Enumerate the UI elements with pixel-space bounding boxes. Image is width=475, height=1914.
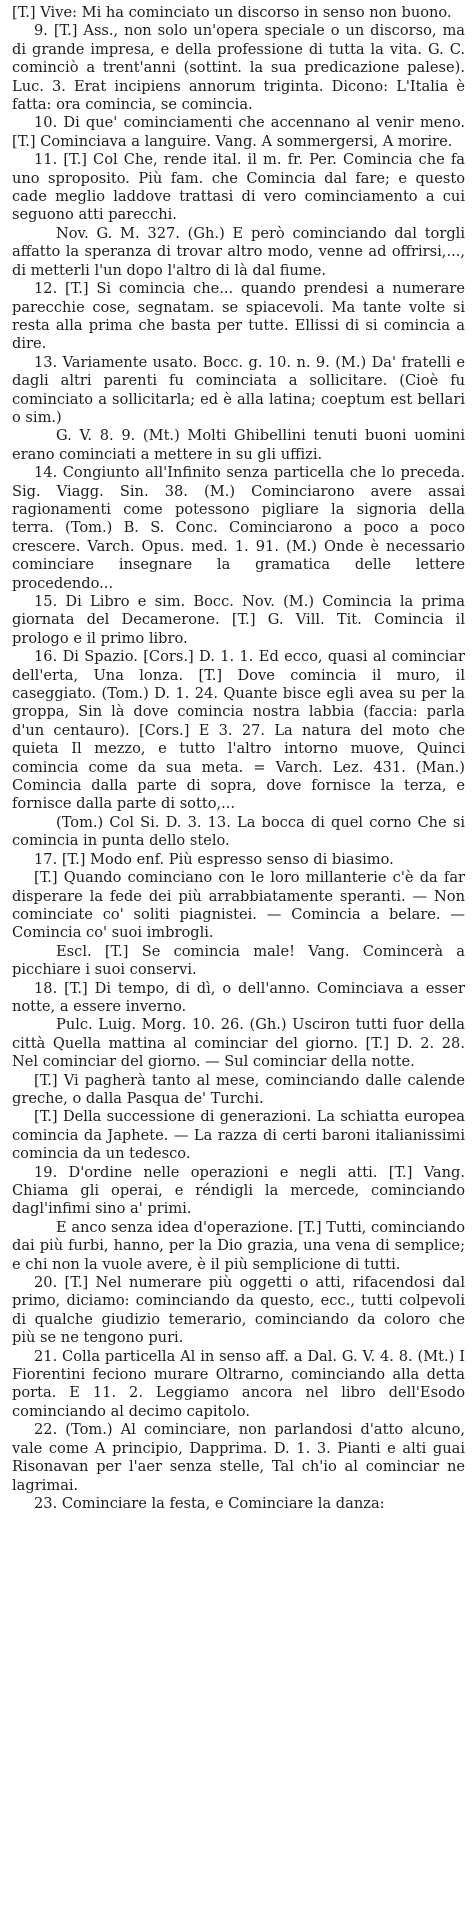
entry-sense-18: 18. [T.] Di tempo, di dì, o dell'anno. Cominciava a esser notte, a essere inverno.: [12, 979, 465, 1015]
entry-example: [T.] Vi pagherà tanto al mese, cominciando dalle calende greche, o dalla Pasqua de' Turchi.: [12, 1071, 465, 1107]
entry-sense-22: 22. (Tom.) Al cominciare, non parlandosi d'atto alcuno, vale come A principio, Dapprima. D. 1. 3. Pianti e alti guai Risonavan per l'aer senza stelle, Tal ch'io al cominciar ne lagrimai.: [12, 1421, 465, 1494]
entry-example: [T.] Della successione di generazioni. La schiatta europea comincia da Japhete. — La razza di certi baroni italianissimi comincia da un tedesco.: [12, 1108, 465, 1163]
entry-citation: G. V. 8. 9. (Mt.) Molti Ghibellini tenuti buoni uomini erano cominciati a mettere in su gli uffizi.: [12, 427, 465, 463]
entry-sense-13: 13. Variamente usato. Bocc. g. 10. n. 9. (M.) Da' fratelli e dagli altri parenti fu cominciata a sollicitare. (Cioè fu cominciato a sollicitarla; ed è alla latina; coeptum est bellari o sim.): [12, 353, 465, 426]
entry-paragraph-intro: [T.] Vive: Mi ha cominciato un discorso in senso non buono.: [12, 4, 452, 21]
entry-sense-11: 11. [T.] Col Che, rende ital. il m. fr. Per. Comincia che fa uno sproposito. Più fam. che Comincia dal fare; e questo cade meglio laddove trattasi di vero cominciamento a cui seguono atti parecchi.: [12, 151, 465, 224]
entry-sense-19: 19. D'ordine nelle operazioni e negli atti. [T.] Vang. Chiama gli operai, e réndigli la mercede, cominciando dagl'infimi sino a' primi.: [12, 1163, 465, 1218]
entry-citation: Nov. G. M. 327. (Gh.) E però cominciando dal torgli affatto la speranza di trovar altro modo, venne ad offrirsi,..., di metterli l'un dopo l'altro di là dal fiume.: [12, 224, 465, 279]
entry-sense-20: 20. [T.] Nel numerare più oggetti o atti, rifacendosi dal primo, diciamo: cominciando da questo, ecc., tutti colpevoli di qualche giudizio temerario, cominciando da coloro che più se ne tengono puri.: [12, 1274, 465, 1347]
entry-citation: Pulc. Luig. Morg. 10. 26. (Gh.) Usciron tutti fuor della città Quella mattina al cominciar del giorno. [T.] D. 2. 28. Nel cominciar del giorno. — Sul cominciar della notte.: [12, 1016, 465, 1071]
entry-sense-14: 14. Congiunto all'Infinito senza particella che lo preceda. Sig. Viagg. Sin. 38. (M.) Cominciarono avere assai ragionamenti come potessono pigliare la signoria della terra. (Tom.) B. S. Conc. Cominciarono a poco a poco crescere. Varch. Opus. med. 1. 91. (M.) Onde è necessario cominciare insegnare la gramatica delle lettere procedendo...: [12, 464, 465, 592]
entry-citation: E anco senza idea d'operazione. [T.] Tutti, cominciando dai più furbi, hanno, per la Dio grazia, una vena di semplice; e chi non la vuole avere, è il più semplicione di tutti.: [12, 1218, 465, 1273]
entry-sense-12: 12. [T.] Si comincia che... quando prendesi a numerare parecchie cose, segnatam. se spiacevoli. Ma tante volte si resta alla prima che basta per tutte. Ellissi di si comincia a dire.: [12, 280, 465, 353]
entry-sense-15: 15. Di Libro e sim. Bocc. Nov. (M.) Comincia la prima giornata del Decamerone. [T.] G. Vill. Tit. Comincia il prologo e il primo libro.: [12, 593, 465, 647]
entry-sense-10: 10. Di que' cominciamenti che accennano al venir meno. [T.] Cominciava a languire. Vang. A sommergersi, A morire.: [12, 114, 465, 150]
entry-citation: Escl. [T.] Se comincia male! Vang. Comincerà a picchiare i suoi conservi.: [12, 942, 465, 979]
entry-example: [T.] Quando cominciano con le loro millanterie c'è da far disperare la fede dei più arrabbiatamente speranti. — Non cominciate co' soliti piagnistei. — Comincia a belare. — Comincia co' suoi imbrogli.: [12, 869, 465, 942]
entry-sense-9: 9. [T.] Ass., non solo un'opera speciale o un discorso, ma di grande impresa, e della professione di tutta la vita. G. C. cominciò a trent'anni (sottint. la sua predicazione palese). Luc. 3. Erat incipiens annorum triginta. Dicono: L'Italia è fatta: ora comincia, se comincia.: [12, 22, 465, 114]
entry-sense-17: 17. [T.] Modo enf. Più espresso senso di biasimo.: [34, 850, 394, 868]
entry-sense-23: 23. Cominciare la festa, e Cominciare la danza:: [34, 1494, 385, 1512]
entry-sense-16: 16. Di Spazio. [Cors.] D. 1. 1. Ed ecco, quasi al cominciar dell'erta, Una lonza. [T.] Dove comincia il muro, il caseggiato. (Tom.) D. 1. 24. Quante bisce egli avea su per la groppa, Sin là dove comincia nostra labbia (faccia: parla d'un centauro). [Cors.] E 3. 27. La natura del moto che quieta Il mezzo, e tutto l'altro intorno muove, Quinci comincia come da sua meta. = Varch. Lez. 431. (Man.) Comincia dalla parte di sopra, dove fornisce la terza, e fornisce dalla parte di sotto,...: [12, 648, 465, 813]
entry-sense-21: 21. Colla particella Al in senso aff. a Dal. G. V. 4. 8. (Mt.) I Fiorentini feciono murare Oltrarno, cominciando alla detta porta. E 11. 2. Leggiamo ancora nel libro dell'Esodo cominciando al decimo capitolo.: [12, 1347, 465, 1420]
entry-citation: (Tom.) Col Si. D. 3. 13. La bocca di quel corno Che si comincia in punta dello stelo.: [12, 813, 465, 850]
